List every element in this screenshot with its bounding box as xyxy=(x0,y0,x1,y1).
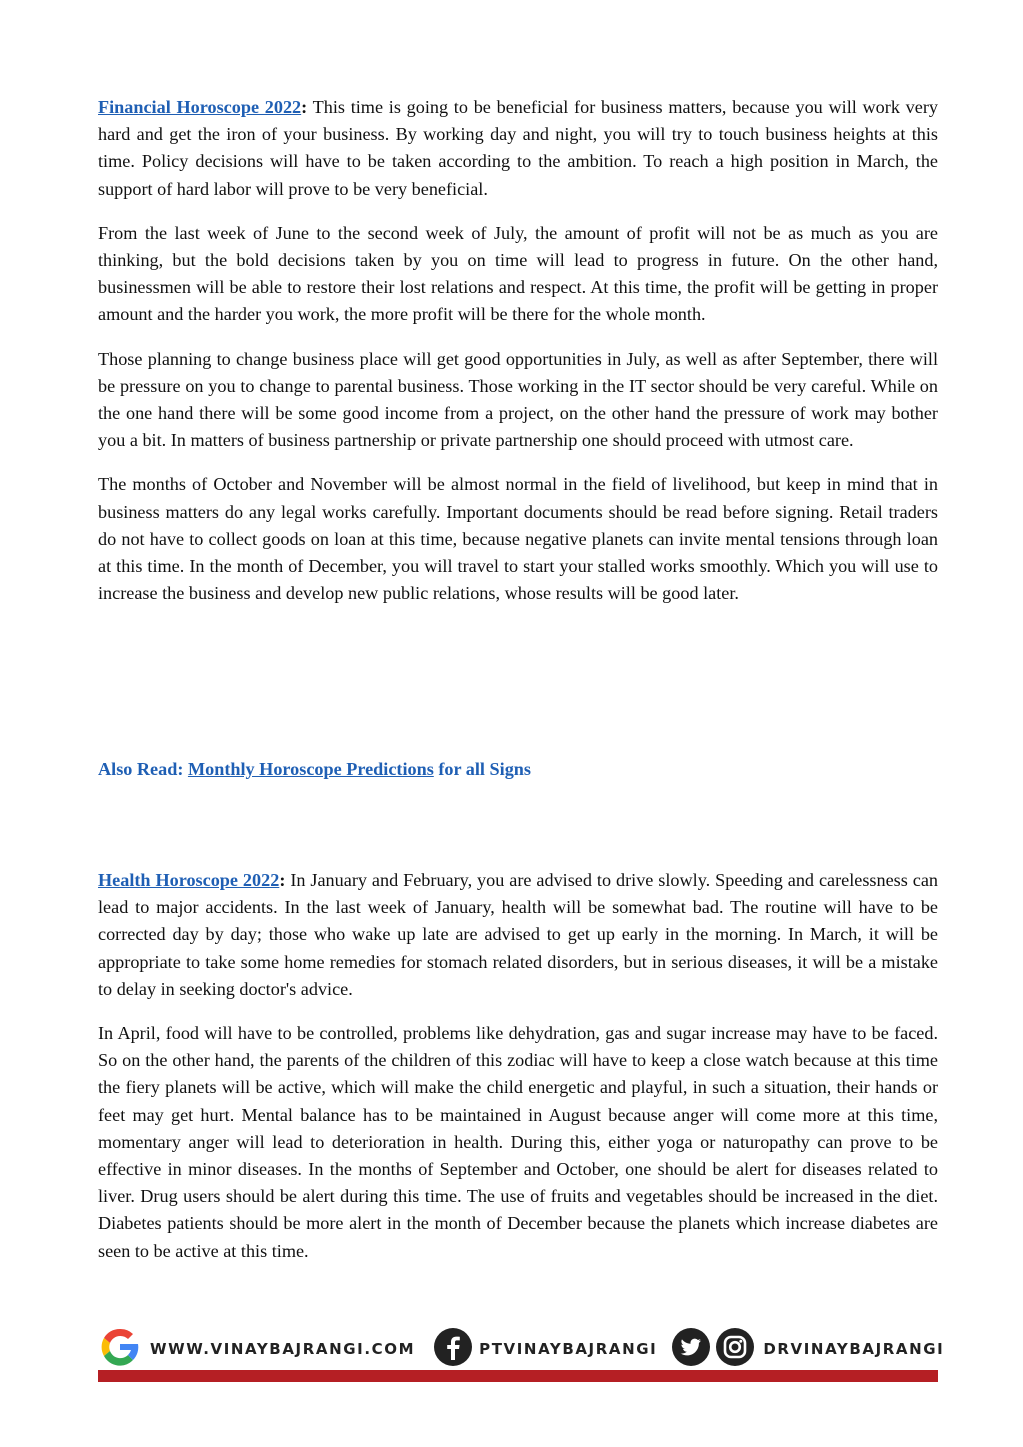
footer-red-bar xyxy=(98,1370,938,1382)
also-read-line xyxy=(98,756,531,783)
financial-horoscope-link[interactable]: Financial Horoscope 2022 xyxy=(98,97,302,117)
health-horoscope-link[interactable]: Health Horoscope 2022 xyxy=(98,870,280,890)
financial-paragraph-4: The months of October and November will be almost normal in the field of livelihood, but keep in mind that in business matters do any legal works carefully. Important documents should be read before signing. Retail traders do not have to collect goods on loan at this time, because negative planets can invite mental tensions through loan at this time. In the month of December, you will travel to start your stalled works smoothly. Which you will use to increase the business and develop new public relations, whose results will be good later. xyxy=(98,474,938,604)
financial-paragraph-2: From the last week of June to the second week of July, the amount of profit will not be as much as you are thinking, but the bold decisions taken by you on time will lead to progress in future. On the other hand, businessmen will be able to restore their lost relations and respect. At this time, the profit will be getting in proper amount and the harder you work, the more profit will be there for the whole month. xyxy=(98,222,938,325)
instagram-icon[interactable] xyxy=(715,1327,755,1372)
financial-paragraph-1-text: This time is going to be beneficial for business matters, because you will work very hard and get the iron of your business. By working day and night, you will try to touch business heights at this time. Policy decisions will have to be taken according to the ambition. To reach a high position in March, the support of hard labor will prove to be very beneficial. xyxy=(98,97,938,199)
twitter-icon[interactable] xyxy=(671,1327,711,1372)
health-paragraph-2: In April, food will have to be controlled, problems like dehydration, gas and sugar increase may have to be faced. So on the other hand, the parents of the children of this zodiac will have to keep a close watch because at this time the fiery planets will be active, which will make the child energetic and playful, in such a situation, their hands or feet may get hurt. Mental balance has to be maintained in August because anger will come more at this time, momentary anger will lead to deterioration in health. During this, either yoga or naturopathy can prove to be effective in minor diseases. In the months of September and October, one should be alert for diseases related to liver. Drug users should be alert during this time. The use of fruits and vegetables should be increased in the diet. Diabetes patients should be more alert in the month of December because the planets which increase diabetes are seen to be active at this time. xyxy=(98,1023,938,1261)
health-section xyxy=(98,867,938,1282)
facebook-handle-text[interactable]: PTVINAYBAJRANGI xyxy=(479,1340,658,1358)
facebook-icon[interactable] xyxy=(433,1327,473,1372)
also-read-prefix: Also Read: xyxy=(98,759,188,779)
financial-section xyxy=(98,94,938,624)
social-handle-text[interactable]: DRVINAYBAJRANGI xyxy=(763,1340,945,1358)
website-text[interactable]: WWW.VINAYBAJRANGI.COM xyxy=(150,1340,416,1358)
financial-paragraph-1 xyxy=(98,94,938,203)
health-paragraph-1-text: In January and February, you are advised to drive slowly. Speeding and carelessness can lead to major accidents. In the last week of January, health will be somewhat bad. The routine will have to be corrected day by day; those who wake up late are advised to get up early in the morning. In March, it will be appropriate to take some home remedies for stomach related disorders, but in serious diseases, it will be a mistake to delay in seeking doctor's advice. xyxy=(98,870,938,999)
financial-paragraph-3: Those planning to change business place will get good opportunities in July, as well as after September, there will be pressure on you to change to parental business. Those working in the IT sector should be very careful. While on the one hand there will be some good income from a project, on the other hand the pressure of work may bother you a bit. In matters of business partnership or private partnership one should proceed with utmost care. xyxy=(98,348,938,451)
also-read-suffix: for all Signs xyxy=(433,759,531,779)
health-paragraph-1 xyxy=(98,867,938,1003)
google-icon xyxy=(98,1325,142,1374)
health-heading-colon: : xyxy=(279,870,286,890)
financial-heading-colon: : xyxy=(301,97,308,117)
monthly-horoscope-link[interactable]: Monthly Horoscope Predictions xyxy=(187,759,434,779)
footer-banner xyxy=(98,1326,945,1384)
footer-row xyxy=(98,1326,945,1372)
